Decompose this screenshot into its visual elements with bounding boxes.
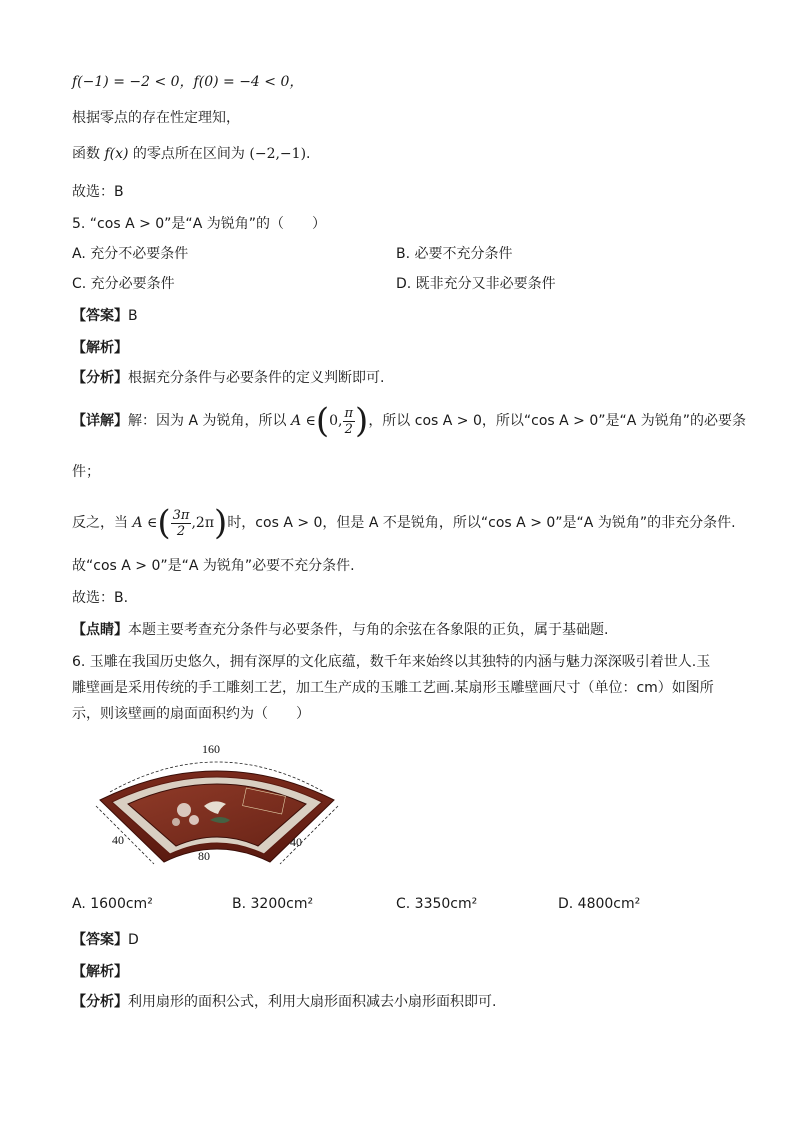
q5-fenxi: 【分析】根据充分条件与必要条件的定义判断即可. [72,370,385,386]
q6-answer: 【答案】D [72,932,139,948]
q6-option-a: A. 1600cm² [72,896,153,912]
label-160: 160 [202,742,220,756]
label-80: 80 [198,849,210,863]
q5-analysis-tag: 【解析】 [72,340,128,356]
q6-option-b: B. 3200cm² [232,896,314,912]
pi-over-2-fraction: $\frac{\pi}{2}$ [344,405,354,437]
q6-stem-2: 雕壁画是采用传统的手工雕刻工艺，加工生产成的玉雕工艺画.某扇形玉雕壁画尺寸（单位：cm）如图所 [72,680,714,696]
q5-stem: 5. “cos A > 0”是“A 为锐角”的（ ） [72,216,326,232]
q5-comment: 【点睛】本题主要考查充分条件与必要条件，与角的余弦在各象限的正负，属于基础题. [72,622,609,638]
q5-detail-line1: 【详解】解：因为 A 为锐角，所以 A ∈(0, $\frac{\pi}{2}$ )，所以 cos A > 0，所以“cos A > 0”是“A 为锐角”的必要条 [72,401,747,441]
theorem-line: 根据零点的存在性定理知， [72,110,240,126]
q6-analysis-tag: 【解析】 [72,964,128,980]
three-pi-over-2-fraction: $\frac{3\pi}{2}$ [172,507,190,539]
q5-option-d: D. 既非充分又非必要条件 [396,276,556,292]
q5-option-c: C. 充分必要条件 [72,276,175,292]
q5-answer: 【答案】B [72,308,138,324]
q6-stem-3: 示，则该壁画的扇面面积约为（ ） [72,706,310,722]
label-40-right: 40 [290,835,302,849]
q6-fenxi: 【分析】利用扇形的面积公式，利用大扇形面积减去小扇形面积即可. [72,994,497,1010]
q5-option-a: A. 充分不必要条件 [72,246,189,262]
eval-line: f(−1) = −2 < 0，f(0) = −4 < 0， [72,74,304,90]
q6-stem-1: 6. 玉雕在我国历史悠久，拥有深厚的文化底蕴，数千年来始终以其独特的内涵与魅力深深吸引着世人.玉 [72,654,711,670]
choose-line-prev: 故选：B [72,184,124,200]
q6-option-c: C. 3350cm² [396,896,478,912]
flower-motif [177,803,191,817]
label-40-left: 40 [112,833,124,847]
q6-option-d: D. 4800cm² [558,896,641,912]
q5-detail-line2: 件； [72,464,100,480]
q5-choose: 故选：B. [72,590,129,606]
interval-line: 函数 f(x) 的零点所在区间为 (−2,−1). [72,146,311,162]
q5-detail-line3: 反之，当 A ∈( $\frac{3\pi}{2}$ ,2π)时，cos A > 0，但是 A 不是锐角，所以“cos A > 0”是“A 为锐角”的非充分条件. [72,503,736,543]
fan-carving-figure [92,740,342,870]
q5-option-b: B. 必要不充分条件 [396,246,513,262]
q5-conclusion: 故“cos A > 0”是“A 为锐角”必要不充分条件. [72,558,355,574]
